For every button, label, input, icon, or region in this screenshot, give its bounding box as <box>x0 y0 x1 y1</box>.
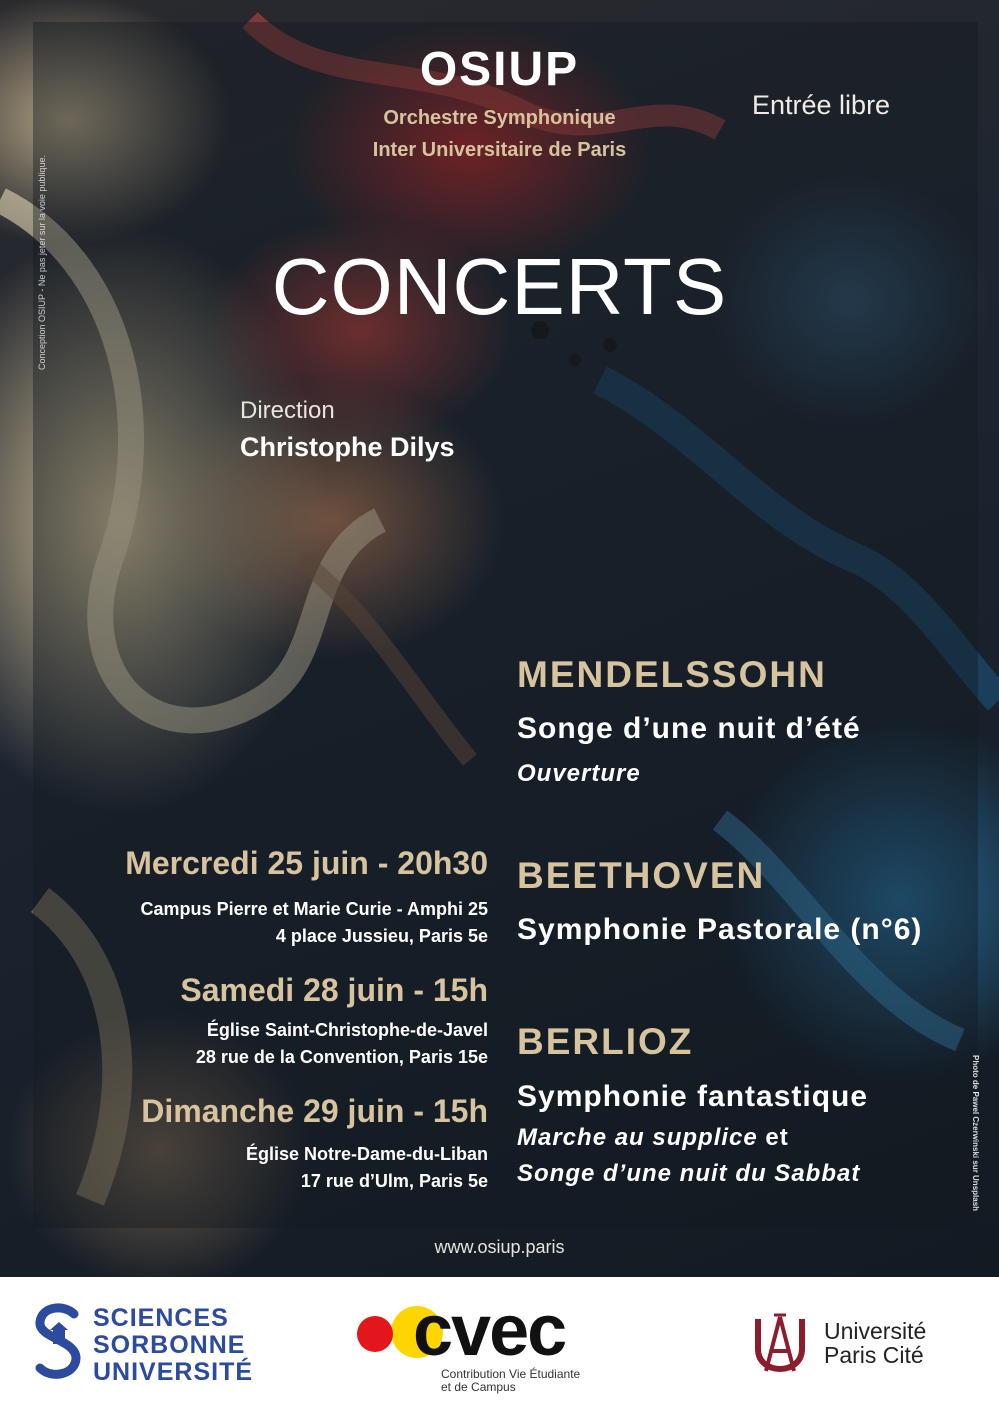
universite-paris-cite-logo <box>752 1317 962 1377</box>
website-link[interactable]: www.osiup.paris <box>434 1237 565 1257</box>
concert-address-1: 4 place Jussieu, Paris 5e <box>275 926 488 946</box>
design-credit: Conception OSIUP - Ne pas jeter sur la voie publique. <box>37 155 47 370</box>
conductor-name: Christophe Dilys <box>240 432 455 462</box>
ss-line-1: SCIENCES <box>93 1304 229 1332</box>
osiup-logo: OSIUP <box>419 43 580 96</box>
cvec-caption-line2: et de Campus <box>441 1380 516 1394</box>
composer-mendelssohn: MENDELSSOHN <box>517 654 827 695</box>
sciences-sorbonne-logo <box>34 1302 254 1386</box>
content-panel <box>33 22 978 1228</box>
ss-line-3: UNIVERSITÉ <box>93 1358 254 1386</box>
cvec-caption <box>441 1368 580 1394</box>
composer-beethoven: BEETHOVEN <box>517 855 766 896</box>
concert-date-1: Mercredi 25 juin - 20h30 <box>125 845 488 881</box>
concert-venue-2: Église Saint-Christophe-de-Javel <box>206 1020 488 1040</box>
orchestra-name-line2: Inter Universitaire de Paris <box>372 139 627 161</box>
concert-address-2: 28 rue de la Convention, Paris 15e <box>195 1047 488 1067</box>
direction-label: Direction <box>240 397 335 424</box>
ss-line-2: SORBONNE <box>93 1331 246 1359</box>
photo-credit: Photo de Pawel Czerwinski sur Unsplash <box>971 1055 980 1212</box>
work-detail-berlioz-line2: Songe d’une nuit du Sabbat <box>517 1160 861 1187</box>
upc-line-1: Université <box>824 1318 927 1344</box>
upc-emblem-icon <box>752 1313 814 1375</box>
sciences-sorbonne-wordmark <box>93 1305 253 1386</box>
upc-line-2: Paris Cité <box>824 1342 924 1368</box>
cvec-caption-line1: Contribution Vie Étudiante <box>441 1367 581 1381</box>
cvec-wordmark: cvec <box>413 1291 566 1371</box>
concert-venue-3: Église Notre-Dame-du-Liban <box>245 1144 488 1164</box>
orchestra-name-line1: Orchestre Symphonique <box>383 107 616 129</box>
free-entry-label: Entrée libre <box>752 90 891 120</box>
composer-berlioz: BERLIOZ <box>517 1021 694 1062</box>
upc-wordmark <box>824 1319 926 1367</box>
work-mendelssohn: Songe d’une nuit d’été <box>517 712 861 745</box>
sponsor-footer <box>0 1277 999 1414</box>
cvec-logo <box>355 1291 605 1404</box>
work-detail-berlioz-line1 <box>517 1124 789 1152</box>
concert-date-2: Samedi 28 juin - 15h <box>180 972 488 1008</box>
work-detail-mendelssohn: Ouverture <box>517 760 641 787</box>
work-beethoven: Symphonie Pastorale (n°6) <box>517 913 923 946</box>
conjunction-et: et <box>757 1124 789 1151</box>
concert-venue-1: Campus Pierre et Marie Curie - Amphi 25 <box>140 899 488 919</box>
main-title: CONCERTS <box>271 242 728 331</box>
movement-marche: Marche au supplice <box>517 1124 758 1151</box>
sorbonne-s-icon <box>34 1302 84 1382</box>
concert-date-3: Dimanche 29 juin - 15h <box>141 1093 488 1129</box>
work-berlioz: Symphonie fantastique <box>517 1080 869 1113</box>
concert-address-3: 17 rue d’Ulm, Paris 5e <box>300 1171 488 1191</box>
